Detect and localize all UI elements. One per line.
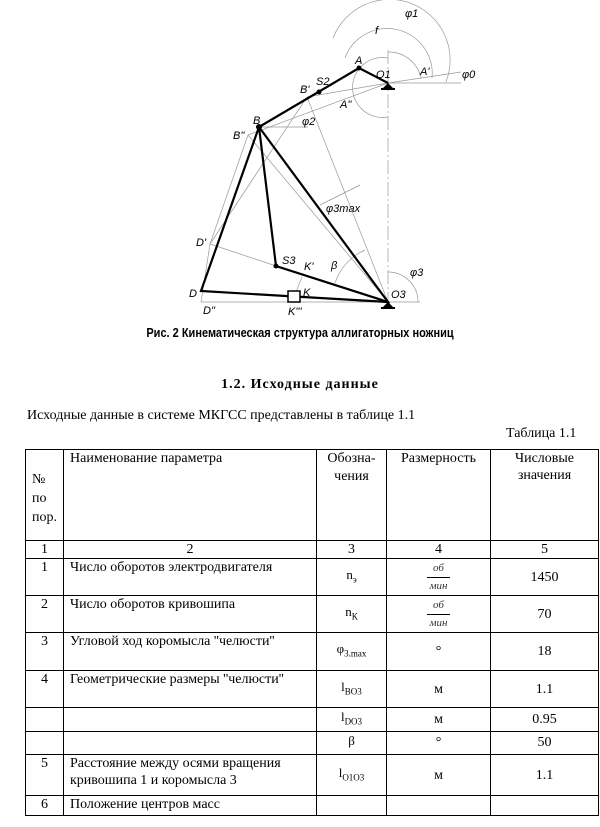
row-number: 3 bbox=[26, 633, 64, 671]
parameter-symbol bbox=[317, 596, 387, 633]
col-number: 1 bbox=[26, 541, 64, 559]
table-row bbox=[26, 596, 599, 633]
parameter-value: 18 bbox=[491, 633, 599, 671]
parameter-value bbox=[491, 796, 599, 816]
parameter-unit bbox=[387, 559, 491, 596]
label-S2: S2 bbox=[316, 76, 330, 88]
label-K1: K' bbox=[304, 261, 314, 273]
symbol-subscript: DO3 bbox=[344, 716, 363, 727]
parameter-symbol bbox=[317, 796, 387, 816]
column-number-row bbox=[26, 541, 599, 559]
col-number: 4 bbox=[387, 541, 491, 559]
table-label: Таблица 1.1 bbox=[506, 426, 577, 441]
label-B2: B'' bbox=[233, 130, 245, 142]
table-row bbox=[26, 671, 599, 708]
unit-numerator: об bbox=[427, 560, 450, 578]
parameter-symbol bbox=[317, 671, 387, 708]
parameter-unit: м bbox=[387, 708, 491, 732]
label-phi3max: φ3max bbox=[326, 203, 361, 215]
parameter-unit: ° bbox=[387, 731, 491, 755]
parameter-unit: м bbox=[387, 671, 491, 708]
symbol-subscript: К bbox=[351, 611, 358, 622]
label-B: B bbox=[253, 115, 261, 127]
intro-text: Исходные данные в системе МКГСС представлены в таблице 1.1 bbox=[27, 408, 416, 423]
label-O3: O3 bbox=[391, 289, 406, 301]
row-number: 1 bbox=[26, 559, 64, 596]
parameter-value: 50 bbox=[491, 731, 599, 755]
symbol-main: β bbox=[348, 732, 355, 748]
table-row bbox=[26, 796, 599, 816]
label-D2: D'' bbox=[203, 305, 216, 317]
symbol-main: n bbox=[346, 566, 353, 582]
label-A2: A'' bbox=[340, 99, 352, 111]
table-row bbox=[26, 708, 599, 732]
col-number: 5 bbox=[491, 541, 599, 559]
parameter-name bbox=[64, 708, 317, 732]
unit-denominator: мин bbox=[429, 617, 448, 629]
label-A: A bbox=[355, 55, 363, 67]
label-phi0: φ0 bbox=[462, 69, 476, 81]
parameter-name: Число оборотов электродвигателя bbox=[64, 559, 317, 596]
unit-numerator: об bbox=[427, 597, 450, 615]
col-number: 2 bbox=[64, 541, 317, 559]
symbol-main: l bbox=[340, 709, 345, 724]
col-number: 3 bbox=[317, 541, 387, 559]
parameter-symbol bbox=[317, 708, 387, 732]
row-number: 4 bbox=[26, 671, 64, 708]
parameter-unit bbox=[387, 796, 491, 816]
label-B1: B' bbox=[300, 84, 310, 96]
kinematic-diagram bbox=[0, 0, 600, 320]
symbol-subscript: 3.max bbox=[344, 648, 367, 659]
section-heading: 1.2. Исходные данные bbox=[221, 377, 379, 392]
row-number bbox=[26, 731, 64, 755]
unit-fraction bbox=[427, 560, 450, 595]
label-K3: K''' bbox=[288, 306, 302, 318]
row-number: 5 bbox=[26, 755, 64, 796]
header-unit: Размерность bbox=[387, 450, 491, 541]
header-symbol: Обозна-чения bbox=[317, 450, 387, 541]
parameter-name: Расстояние между осями вращения кривошипа 1 и коромысла 3 bbox=[64, 755, 317, 796]
parameter-value: 1.1 bbox=[491, 755, 599, 796]
table-row bbox=[26, 731, 599, 755]
label-S3: S3 bbox=[282, 255, 296, 267]
table-row bbox=[26, 559, 599, 596]
parameter-symbol bbox=[317, 633, 387, 671]
parameter-name: Геометрические размеры ''челюсти'' bbox=[64, 671, 317, 708]
label-f: f bbox=[375, 25, 379, 37]
parameter-symbol bbox=[317, 731, 387, 755]
symbol-subscript: O1O3 bbox=[342, 772, 365, 783]
symbol-main: n bbox=[345, 603, 352, 619]
header-value: Числовые значения bbox=[491, 450, 599, 541]
label-D: D bbox=[189, 288, 197, 300]
parameter-unit: ° bbox=[387, 633, 491, 671]
header-number: № по пор. bbox=[26, 450, 64, 541]
row-number: 2 bbox=[26, 596, 64, 633]
parameter-symbol bbox=[317, 559, 387, 596]
parameter-value: 1.1 bbox=[491, 671, 599, 708]
unit-fraction bbox=[427, 597, 450, 632]
parameter-value: 0.95 bbox=[491, 708, 599, 732]
parameter-value: 70 bbox=[491, 596, 599, 633]
label-beta: β bbox=[331, 260, 338, 272]
parameters-table bbox=[25, 449, 599, 816]
label-K: K bbox=[303, 287, 311, 299]
row-number bbox=[26, 708, 64, 732]
label-phi2: φ2 bbox=[302, 116, 316, 128]
label-D1: D' bbox=[196, 237, 207, 249]
parameter-unit: м bbox=[387, 755, 491, 796]
parameter-name: Положение центров масс bbox=[64, 796, 317, 816]
figure-caption: Рис. 2 Кинематическая структура аллигаторных ножниц bbox=[146, 326, 454, 340]
label-phi1: φ1 bbox=[405, 8, 419, 20]
table-row bbox=[26, 633, 599, 671]
parameter-value: 1450 bbox=[491, 559, 599, 596]
symbol-main: φ bbox=[336, 641, 345, 657]
row-number: 6 bbox=[26, 796, 64, 816]
label-A1: A' bbox=[420, 66, 430, 78]
label-phi3: φ3 bbox=[410, 267, 424, 279]
table-header-row bbox=[26, 450, 599, 541]
symbol-subscript: BO3 bbox=[344, 686, 362, 697]
label-O1: O1 bbox=[376, 69, 391, 81]
parameter-symbol bbox=[317, 755, 387, 796]
unit-denominator: мин bbox=[429, 580, 448, 592]
parameter-name bbox=[64, 731, 317, 755]
table-row bbox=[26, 755, 599, 796]
symbol-main: l bbox=[338, 764, 343, 780]
symbol-main: l bbox=[341, 678, 345, 694]
parameter-name: Число оборотов кривошипа bbox=[64, 596, 317, 633]
symbol-subscript: э bbox=[352, 574, 357, 585]
parameter-name: Угловой ход коромысла ''челюсти'' bbox=[64, 633, 317, 671]
parameter-unit bbox=[387, 596, 491, 633]
header-name: Наименование параметра bbox=[64, 450, 317, 541]
